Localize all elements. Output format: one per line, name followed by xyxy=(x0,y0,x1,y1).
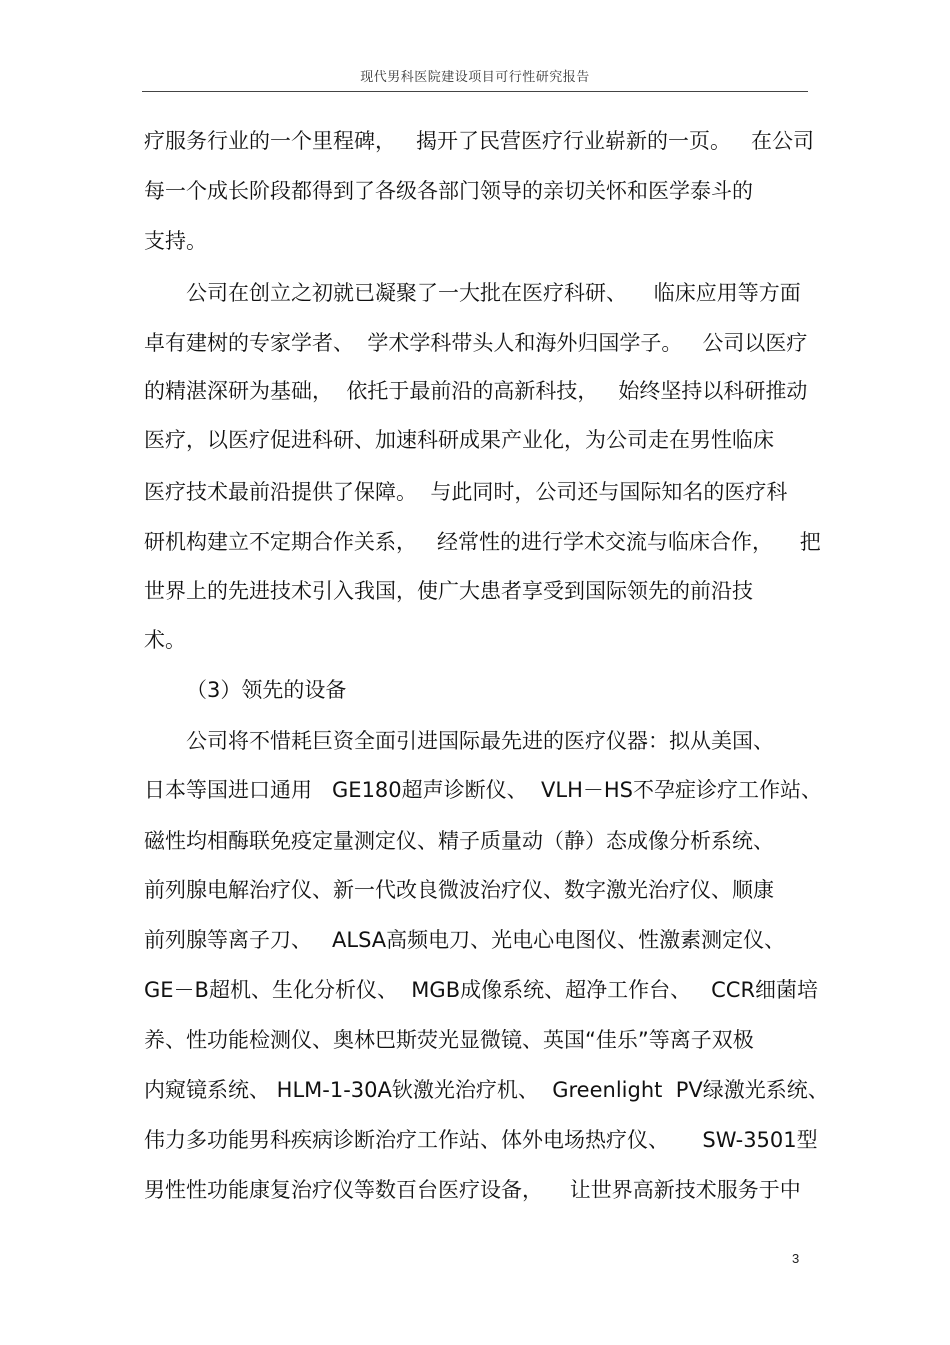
text-line: 日本等国进口通用 GE180超声诊断仪、 VLH－HS不孕症诊疗工作站、 xyxy=(144,778,822,802)
text-line: 前列腺电解治疗仪、新一代改良微波治疗仪、数字激光治疗仪、顺康 xyxy=(144,878,774,902)
text-line: 术。 xyxy=(144,628,186,652)
paragraph-first-line: 公司在创立之初就已凝聚了一大批在医疗科研、 临床应用等方面 xyxy=(186,281,801,305)
text-line: 医疗技术最前沿提供了保障。 与此同时，公司还与国际知名的医疗科 xyxy=(144,480,788,504)
text-line: 研机构建立不定期合作关系， 经常性的进行学术交流与临床合作， 把 xyxy=(144,530,821,554)
text-line: 男性性功能康复治疗仪等数百台医疗设备， 让世界高新技术服务于中 xyxy=(144,1178,801,1202)
section-heading: （3）领先的设备 xyxy=(186,678,347,702)
text-line: 世界上的先进技术引入我国，使广大患者享受到国际领先的前沿技 xyxy=(144,579,753,603)
text-line: 疗服务行业的一个里程碑， 揭开了民营医疗行业崭新的一页。 在公司 xyxy=(144,129,815,153)
text-line: GE－B超机、生化分析仪、 MGB成像系统、超净工作台、 CCR细菌培 xyxy=(144,978,819,1002)
page-header: 现代男科医院建设项目可行性研究报告 xyxy=(360,70,590,85)
text-line: 内窥镜系统、 HLM-1-30A钬激光治疗机、 Greenlight PV绿激光系统、 xyxy=(144,1078,829,1102)
paragraph-first-line: 公司将不惜耗巨资全面引进国际最先进的医疗仪器：拟从美国、 xyxy=(186,729,774,753)
text-line: 磁性均相酶联免疫定量测定仪、精子质量动（静）态成像分析系统、 xyxy=(144,829,774,853)
text-line: 的精湛深研为基础， 依托于最前沿的高新科技， 始终坚持以科研推动 xyxy=(144,379,808,403)
page-number: 3 xyxy=(792,1251,800,1266)
text-line: 医疗，以医疗促进科研、加速科研成果产业化，为公司走在男性临床 xyxy=(144,428,774,452)
text-line: 前列腺等离子刀、 ALSA高频电刀、光电心电图仪、性激素测定仪、 xyxy=(144,928,786,952)
header-divider xyxy=(142,91,808,92)
text-line: 支持。 xyxy=(144,229,207,253)
text-line: 养、性功能检测仪、奥林巴斯荧光显微镜、英国“佳乐”等离子双极 xyxy=(144,1028,754,1052)
text-line: 伟力多功能男科疾病诊断治疗工作站、体外电场热疗仪、 SW-3501型 xyxy=(144,1128,818,1152)
text-line: 卓有建树的专家学者、 学术学科带头人和海外归国学子。 公司以医疗 xyxy=(144,331,808,355)
text-line: 每一个成长阶段都得到了各级各部门领导的亲切关怀和医学泰斗的 xyxy=(144,179,753,203)
